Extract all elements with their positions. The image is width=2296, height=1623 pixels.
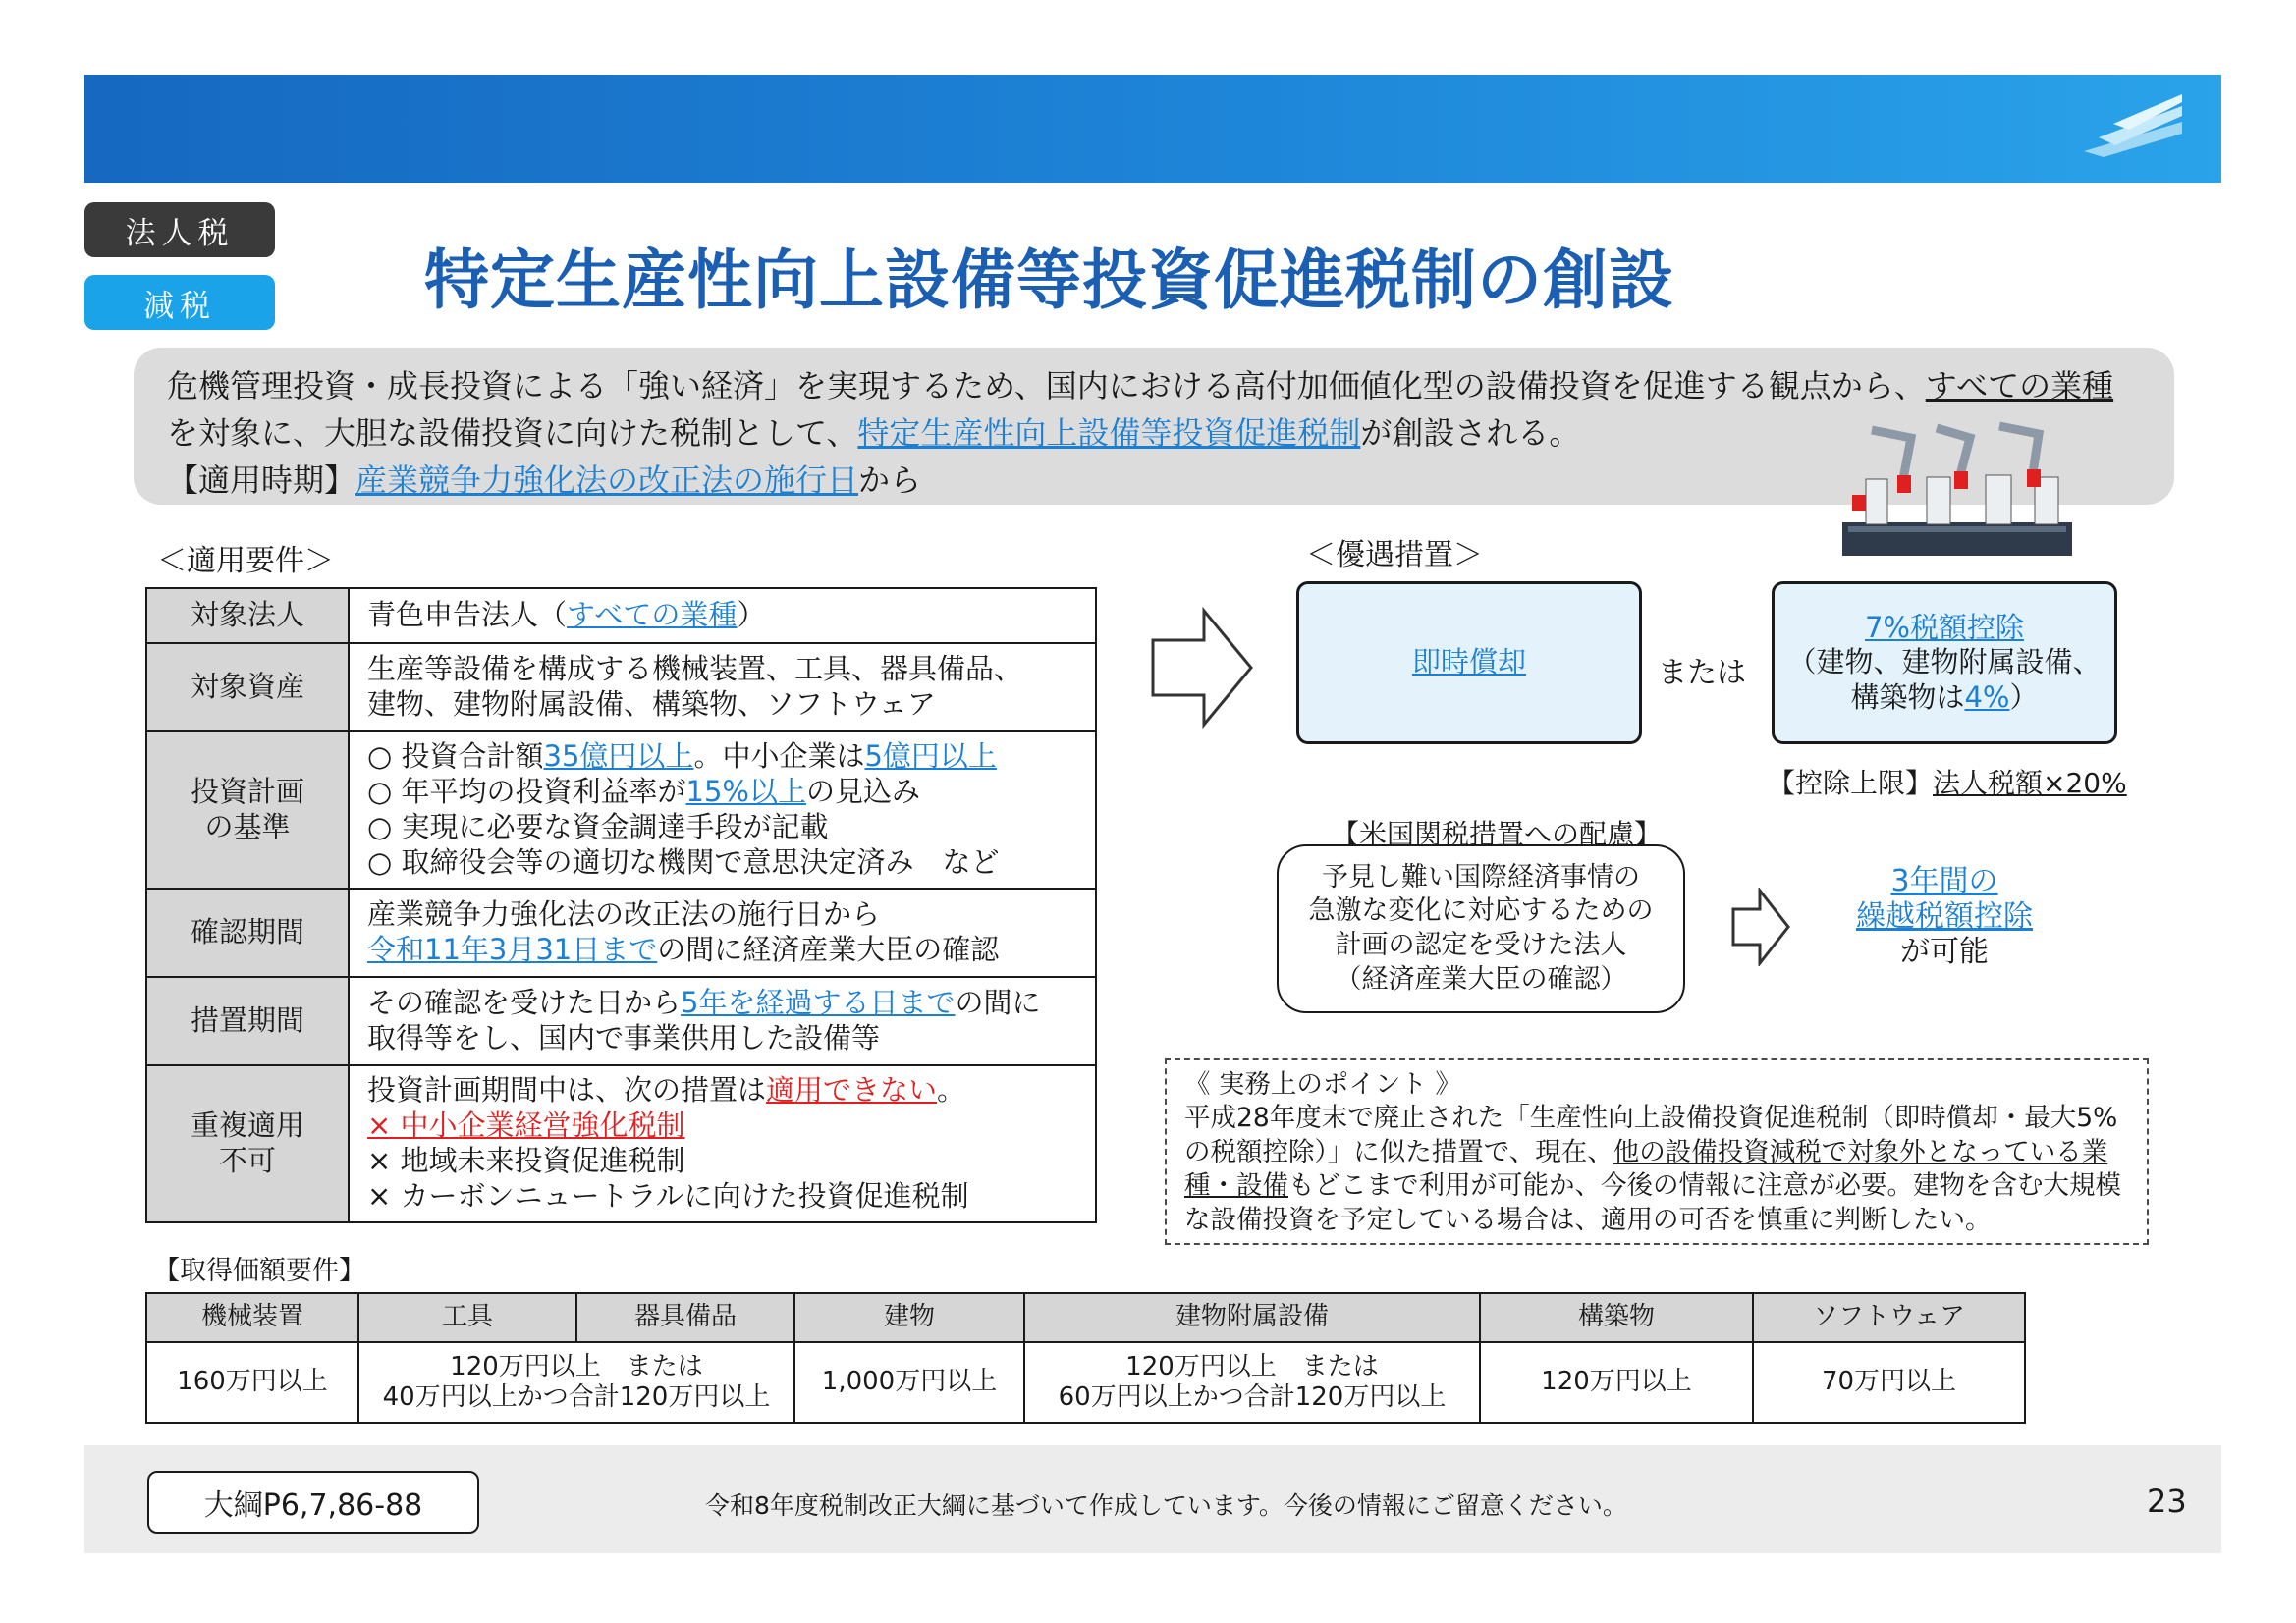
confirm-deadline-link[interactable]: 令和11年3月31日まで <box>367 933 658 966</box>
summary-line-3: 【適用時期】産業競争力強化法の改正法の施行日から <box>167 461 922 499</box>
deduction-limit: 【控除上限】法人税額×20% <box>1768 767 2127 799</box>
summary-line-1: 危機管理投資・成長投資による「強い経済」を実現するため、国内における高付加価値化型の設備投資を促進する観点から、すべての業種 <box>167 367 2114 405</box>
measure-header: 措置期間 <box>146 977 349 1065</box>
corporate-tax-tag: 法人税 <box>84 202 275 257</box>
duplicate-value: 投資計画期間中は、次の措置は適用できない。 × 中小企業経営強化税制 × 地域未来投資促進税制 × カーボンニュートラルに向けた投資促進税制 <box>349 1065 1096 1222</box>
us-tariff-label: 【米国関税措置への配慮】 <box>1332 818 1663 850</box>
building-credit-link[interactable]: 4% <box>1964 679 2010 714</box>
investment-amount-link[interactable]: 35億円以上 <box>543 739 694 774</box>
immediate-depreciation-link[interactable]: 即時償却 <box>1411 645 1526 679</box>
value-structure: 120万円以上 <box>1480 1342 1753 1423</box>
measure-period-link[interactable]: 5年を経過する日まで <box>681 986 956 1020</box>
practical-point-box <box>1165 1058 2149 1245</box>
value-building-annex: 120万円以上 または 60万円以上かつ合計120万円以上 <box>1024 1342 1480 1423</box>
target-corp-value: 青色申告法人（すべての業種） <box>349 588 1096 643</box>
confirm-value: 産業競争力強化法の改正法の施行日から 令和11年3月31日までの間に経済産業大臣の確認 <box>349 889 1096 977</box>
stripes-logo-icon <box>2045 94 2192 159</box>
table-row <box>146 977 1096 1065</box>
table-row <box>146 588 1096 643</box>
sme-tax-link[interactable]: × 中小企業経営強化税制 <box>367 1109 685 1143</box>
table-row <box>146 731 1096 889</box>
carryforward-link[interactable]: 繰越税額控除 <box>1856 899 2033 934</box>
or-text: または <box>1658 656 1746 690</box>
table-row <box>146 889 1096 977</box>
practical-point-text: 平成28年度末で廃止された「生産性向上設備投資促進税制（即時償却・最大5%の税額控除）」に似た措置で、現在、他の設備投資減税で対象外となっている業種・設備もどこまで利用が可能か、今後の情報に注意が必要。建物を含む大規模な設備投資を予定している場合は、適用の可否を慎重に判断したい。 <box>1184 1103 2121 1235</box>
measure-value: その確認を受けた日から5年を経過する日までの間に 取得等をし、国内で事業供用した設備等 <box>349 977 1096 1065</box>
right-arrow-icon <box>1149 607 1255 729</box>
page-number: 23 <box>2147 1483 2187 1520</box>
col-building: 建物 <box>794 1293 1024 1342</box>
us-tariff-box: 予見し難い国際経済事情の 急激な変化に対応するための 計画の認定を受けた法人 （経済産業大臣の確認） <box>1277 844 1685 1013</box>
price-requirement-table <box>145 1292 2026 1424</box>
value-software: 70万円以上 <box>1753 1342 2025 1423</box>
not-applicable-text: 適用できない <box>766 1073 938 1108</box>
tax-credit-box: 7%税額控除 （建物、建物附属設備、 構築物は4%） <box>1772 581 2117 744</box>
target-asset-header: 対象資産 <box>146 643 349 731</box>
factory-robot-icon <box>1842 420 2072 558</box>
immediate-depreciation-box <box>1296 581 1642 744</box>
tax-reduction-tag: 減税 <box>84 275 275 330</box>
right-arrow-small-icon <box>1730 888 1791 966</box>
table-row <box>146 1342 2025 1423</box>
col-tools: 工具 <box>358 1293 576 1342</box>
criteria-value: ○ 投資合計額35億円以上。中小企業は5億円以上 ○ 年平均の投資利益率が15%以上の見込み ○ 実現に必要な資金調達手段が記載 ○ 取締役会等の適切な機関で意思決定済み など <box>349 731 1096 889</box>
tax-credit-link[interactable]: 7%税額控除 <box>1864 610 2024 644</box>
requirements-label: ＜適用要件＞ <box>157 544 334 578</box>
header-banner <box>84 75 2221 183</box>
col-equipment: 器具備品 <box>576 1293 794 1342</box>
roi-link[interactable]: 15%以上 <box>685 775 806 809</box>
col-building-annex: 建物附属設備 <box>1024 1293 1480 1342</box>
target-asset-value: 生産等設備を構成する機械装置、工具、器具備品、 建物、建物附属設備、構築物、ソフトウェア <box>349 643 1096 731</box>
preferential-label: ＜優遇措置＞ <box>1306 538 1483 572</box>
table-row <box>146 1065 1096 1222</box>
summary-line-2: を対象に、大胆な設備投資に向けた税制として、特定生産性向上設備等投資促進税制が創設される。 <box>167 414 1581 452</box>
value-tools-equipment: 120万円以上 または 40万円以上かつ合計120万円以上 <box>358 1342 794 1423</box>
col-structure: 構築物 <box>1480 1293 1753 1342</box>
confirm-header: 確認期間 <box>146 889 349 977</box>
value-machine: 160万円以上 <box>146 1342 358 1423</box>
reference-badge: 大綱P6,7,86-88 <box>147 1471 479 1534</box>
target-corp-header: 対象法人 <box>146 588 349 643</box>
all-industries-link[interactable]: すべての業種 <box>567 598 738 632</box>
page-title: 特定生産性向上設備等投資促進税制の創設 <box>424 243 1674 318</box>
criteria-header: 投資計画 の基準 <box>146 731 349 889</box>
value-building: 1,000万円以上 <box>794 1342 1024 1423</box>
col-machine: 機械装置 <box>146 1293 358 1342</box>
table-row <box>146 643 1096 731</box>
tax-system-link[interactable]: 特定生産性向上設備等投資促進税制 <box>857 414 1361 452</box>
sme-amount-link[interactable]: 5億円以上 <box>864 739 997 774</box>
practical-point-heading: 《 実務上のポイント 》 <box>1184 1069 1461 1100</box>
duplicate-header: 重複適用 不可 <box>146 1065 349 1222</box>
footer-note: 令和8年度税制改正大綱に基づいて作成しています。今後の情報にご留意ください。 <box>705 1491 1627 1520</box>
requirements-table <box>145 587 1097 1223</box>
effective-date-link[interactable]: 産業競争力強化法の改正法の施行日 <box>355 461 859 499</box>
col-software: ソフトウェア <box>1753 1293 2025 1342</box>
price-requirement-label: 【取得価額要件】 <box>153 1256 365 1286</box>
carryforward-credit: 3年間の 繰越税額控除 が可能 <box>1797 864 2092 970</box>
three-year-link[interactable]: 3年間の <box>1890 864 1998 898</box>
table-row <box>146 1293 2025 1342</box>
